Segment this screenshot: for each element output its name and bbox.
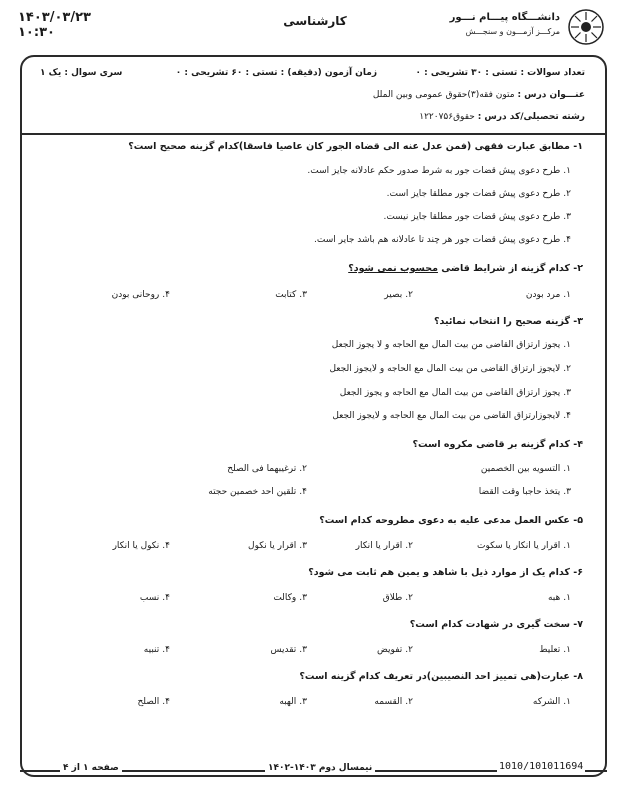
- university-name: دانشـــگاه پیـــام نـــور: [449, 12, 560, 23]
- course-title-value: متون فقه(۳)حقوق عمومی وبین الملل: [372, 90, 515, 100]
- question-6-option-1[interactable]: ۱.هبه: [547, 593, 571, 603]
- question-3: ۳- گزینه صحیح را انتخاب نمائید؟: [433, 316, 583, 327]
- question-3-option-3[interactable]: ۳.یجوز ارتزاق القاضی من بیت المال مع الحاجه و یجوز الجعل: [339, 388, 571, 398]
- question-series: سری سوال : یک ۱: [40, 68, 123, 78]
- question-3-option-1[interactable]: ۱.یجوز ارتزاق القاضی من بیت المال مع الحاجه و لا یجوز الجعل: [331, 340, 571, 350]
- question-5-option-1[interactable]: ۱.اقرار یا انکار یا سکوت: [477, 541, 571, 551]
- question-8-option-3[interactable]: ۳.الهبه: [279, 697, 307, 707]
- question-2-option-3[interactable]: ۳.کتابت: [275, 290, 307, 300]
- question-5: ۵- عکس العمل مدعی علیه به دعوی مطروحه کدام است؟: [319, 515, 583, 526]
- course-title-label: عنـــوان درس :: [517, 90, 585, 100]
- question-6-option-3[interactable]: ۳.وکالت: [273, 593, 307, 603]
- field-code-label: رشته تحصیلی/کد درس :: [477, 112, 585, 122]
- university-subtitle: مرکـــز آزمـــون و سنجـــش: [465, 27, 560, 36]
- degree-level: کارشناسی: [283, 14, 347, 28]
- question-8: ۸- عبارت(هی تمییز احد النصیبین)در تعریف کدام گزینه است؟: [299, 671, 583, 682]
- question-1: ۱- مطابق عبارت فقهی (فمن عدل عنه الی قضاه الجور کان عاصیا فاسقا)کدام گزینه صحیح است؟: [128, 141, 583, 152]
- question-6-option-4[interactable]: ۴.نسب: [139, 593, 170, 603]
- exam-code: 1010/101011694: [499, 761, 584, 772]
- page-number: صفحه ۱ از ۴: [60, 763, 122, 773]
- question-3-option-4[interactable]: ۴.لایجوزارتزاق القاضی من بیت المال مع الحاجه و لایجوز الجعل: [332, 411, 571, 421]
- question-5-option-2[interactable]: ۲.اقرار یا انکار: [355, 541, 413, 551]
- question-7-option-1[interactable]: ۱.تعلیط: [539, 645, 571, 655]
- question-4-option-1[interactable]: ۱.التسویه بین الخصمین: [480, 464, 571, 474]
- field-code-value: حقوق۱۲۲۰۷۵۶: [419, 112, 475, 122]
- question-4: ۴- کدام گزینه بر قاضی مکروه است؟: [412, 439, 583, 450]
- exam-date: ۱۴۰۳/۰۳/۲۳: [18, 10, 91, 25]
- exam-time: ۱۰:۳۰: [18, 25, 55, 40]
- question-7-option-4[interactable]: ۴.تنبیه: [143, 645, 170, 655]
- info-divider: [22, 133, 605, 135]
- question-7: ۷- سخت گیری در شهادت کدام است؟: [409, 619, 583, 630]
- question-1-option-3[interactable]: ۳.طرح دعوی پیش قضات جور مطلقا جایز نیست.: [383, 212, 571, 222]
- question-4-option-4[interactable]: ۴.تلقین احد خصمین حجته: [208, 487, 307, 497]
- question-4-option-3[interactable]: ۳.یتخذ حاجبا وقت القضا: [478, 487, 571, 497]
- question-7-option-3[interactable]: ۳.تقدیس: [270, 645, 307, 655]
- question-2-option-4[interactable]: ۴.روحانی بودن: [111, 290, 170, 300]
- question-5-option-3[interactable]: ۳.اقرار یا نکول: [248, 541, 307, 551]
- question-8-option-4[interactable]: ۴.الصلح: [137, 697, 170, 707]
- question-6: ۶- کدام یک از موارد ذیل با شاهد و یمین هم ثابت می شود؟: [308, 567, 583, 578]
- question-1-option-2[interactable]: ۲.طرح دعوی پیش قضات جور مطلقا جایز است.: [386, 189, 571, 199]
- question-3-option-2[interactable]: ۲.لایجوز ارتزاق القاضی من بیت المال مع الحاجه و لایجوز الجعل: [329, 364, 571, 374]
- question-7-option-2[interactable]: ۲.تفویض: [377, 645, 413, 655]
- field-code: [419, 112, 585, 122]
- question-8-option-2[interactable]: ۲.القسمه: [374, 697, 413, 707]
- course-title: [373, 90, 585, 100]
- question-1-option-4[interactable]: ۴.طرح دعوی پیش قضات جور هر چند تا عادلانه هم باشد جایر است.: [314, 235, 571, 245]
- semester-label: نیمسال دوم ۱۴۰۳-۱۴۰۲: [265, 763, 375, 773]
- question-8-option-1[interactable]: ۱.الشرکه: [532, 697, 571, 707]
- exam-date-time: [18, 10, 91, 40]
- question-4-option-2[interactable]: ۲.ترغیبهما فی الصلح: [227, 464, 307, 474]
- question-2-option-2[interactable]: ۲.بصیر: [384, 290, 413, 300]
- question-2-option-1[interactable]: ۱.مرد بودن: [525, 290, 571, 300]
- question-6-option-2[interactable]: ۲.طلاق: [382, 593, 413, 603]
- exam-duration: زمان آزمون (دقیقه) : تستی : ۶۰ تشریحی : ۰: [175, 68, 377, 78]
- university-emblem-icon: [567, 8, 605, 46]
- question-2: ۲- کدام گزینه از شرایط قاضی محسوب نمی شود؟: [348, 263, 583, 274]
- university-logo: [405, 8, 605, 46]
- question-count: تعداد سوالات : تستی : ۳۰ تشریحی : ۰: [415, 68, 585, 78]
- question-5-option-4[interactable]: ۴.نکول یا انکار: [112, 541, 170, 551]
- question-1-option-1[interactable]: ۱.طرح دعوی پیش قضات جور به شرط صدور حکم عادلانه جایز است.: [307, 166, 571, 176]
